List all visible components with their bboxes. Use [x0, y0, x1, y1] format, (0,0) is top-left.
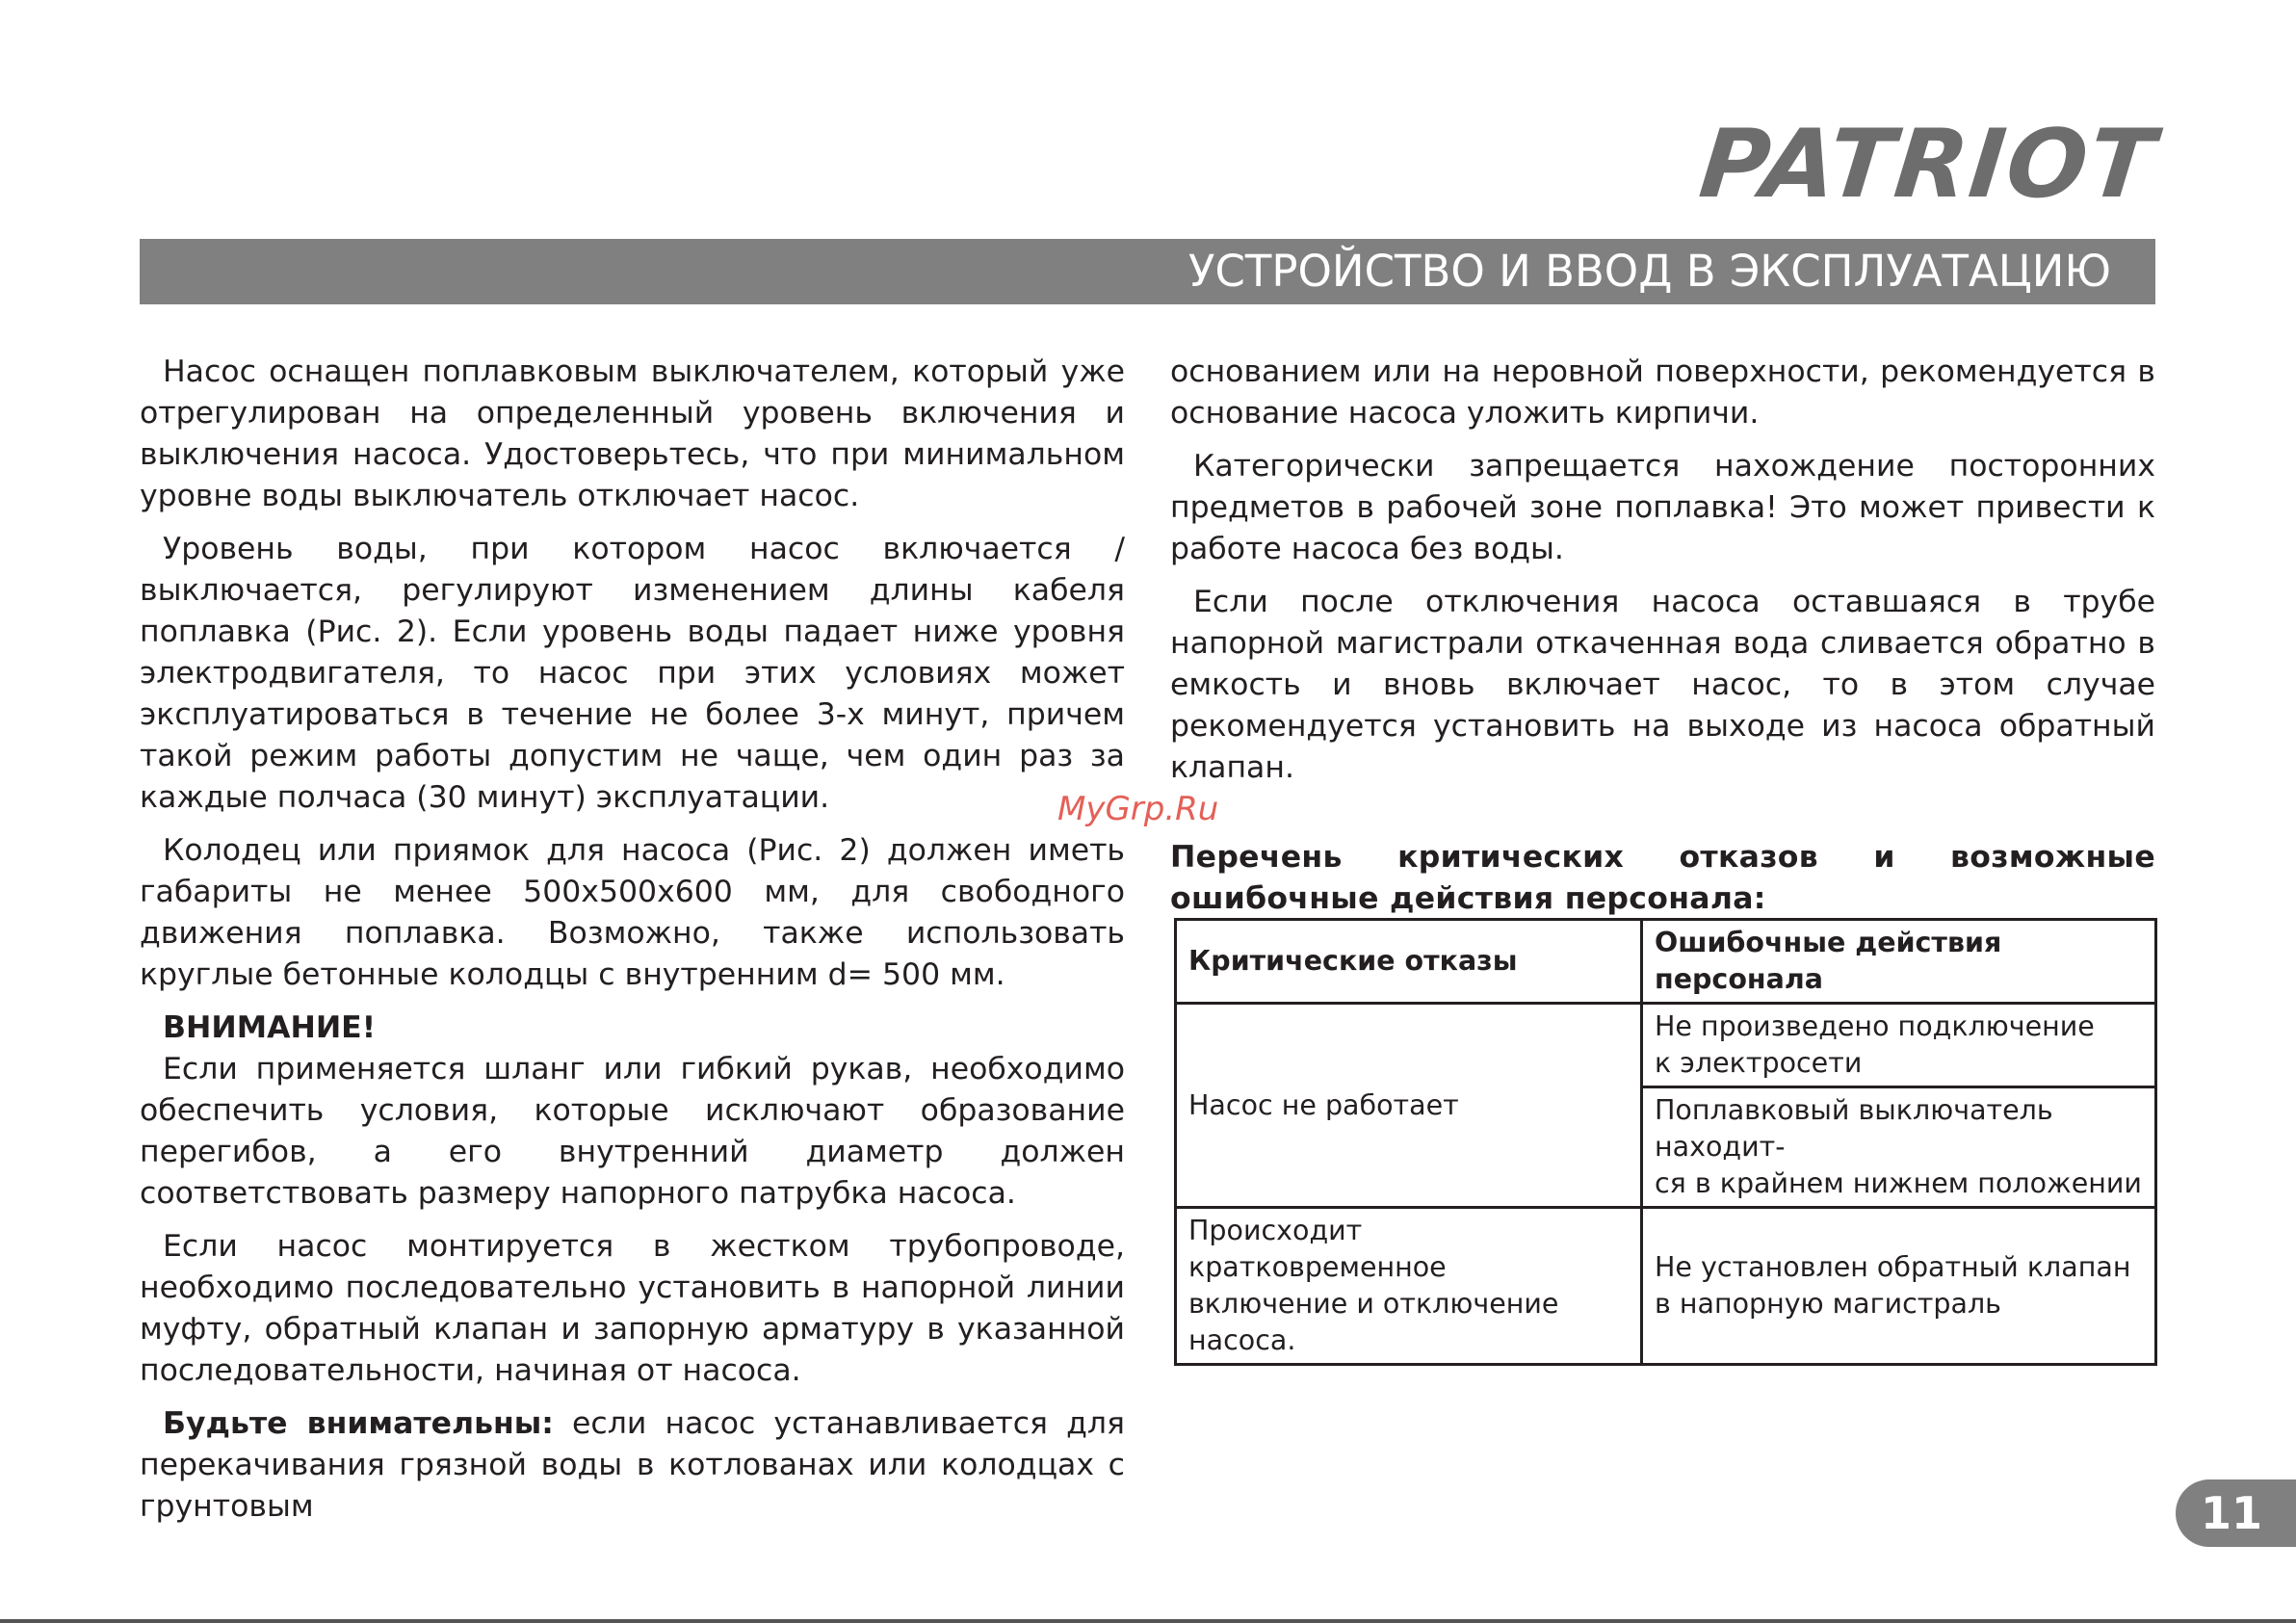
table-header-actions: Ошибочные действия персонала — [1642, 920, 2156, 1004]
be-careful-text: если насос устанавливается для перекачивания грязной воды в котлованах или колодцах с грунтовым — [140, 1406, 1125, 1524]
table-row — [1176, 1004, 2156, 1087]
left-column — [140, 352, 1125, 1539]
cell-line: Не произведено подключение — [1655, 1010, 2095, 1042]
table-cell-action — [1642, 1004, 2156, 1087]
cell-line: Происходит кратковременное — [1188, 1215, 1447, 1283]
table-header-failures: Критические отказы — [1176, 920, 1642, 1004]
table-cell-failure: Насос не работает — [1176, 1004, 1642, 1208]
cell-line: ся в крайнем нижнем положении — [1655, 1167, 2142, 1199]
failures-list-heading: Перечень критических отказов и возможные ошибочные действия персонала: — [1170, 840, 2155, 916]
brand-logo: PATRIOT — [1694, 110, 2161, 220]
paragraph-foreign-objects: Категорически запрещается нахождение посторонних предметов в рабочей зоне поплавка! Это может привести к работе насоса без воды. — [1170, 449, 2155, 566]
section-header-bar — [140, 239, 2155, 304]
table-cell-action — [1642, 1208, 2156, 1365]
cell-line: к электросети — [1655, 1047, 1863, 1079]
page-number-badge — [2176, 1479, 2296, 1547]
be-careful-lead: Будьте внимательны: — [163, 1406, 554, 1441]
cell-line: включение и отключение насоса. — [1188, 1288, 1559, 1356]
right-column — [1170, 352, 2155, 931]
paragraph-rigid-pipe: Если насос монтируется в жестком трубопроводе, необходимо последовательно установить в напорной линии муфту, обратный клапан и запорную арматуру в указанной последовательности, начиная от насоса. — [140, 1229, 1125, 1388]
cell-line: Не установлен обратный клапан — [1655, 1251, 2131, 1283]
paragraph-bricks: основанием или на неровной поверхности, рекомендуется в основание насоса уложить кирпичи. — [1170, 354, 2155, 431]
cell-line: Поплавковый выключатель находит- — [1655, 1094, 2053, 1163]
paragraph-water-level: Уровень воды, при котором насос включается / выключается, регулируют изменением длины кабеля поплавка (Рис. 2). Если уровень воды падает ниже уровня электродвигателя, то насос при этих условиях может эксплуатироваться в течение не более 3-х минут, причем такой режим работы допустим не чаще, чем один раз за каждые полчаса (30 минут) эксплуатации. — [140, 532, 1125, 815]
page-number: 11 — [2201, 1487, 2263, 1539]
paragraph-check-valve: Если после отключения насоса оставшаяся в трубе напорной магистрали откаченная вода сливается обратно в емкость и вновь включает насос, то в этом случае рекомендуется установить на выходе из насоса обратный клапан. — [1170, 585, 2155, 785]
section-title: УСТРОЙСТВО И ВВОД В ЭКСПЛУАТАЦИЮ — [1188, 246, 2111, 297]
critical-failures-table — [1174, 918, 2157, 1366]
watermark: MyGrp.Ru — [1057, 790, 1219, 828]
paragraph-hose: Если применяется шланг или гибкий рукав, необходимо обеспечить условия, которые исключают образование перегибов, а его внутренний диаметр должен соответствовать размеру напорного патрубка насоса. — [140, 1052, 1125, 1211]
table-header-row — [1176, 920, 2156, 1004]
table-row — [1176, 1208, 2156, 1365]
attention-heading: ВНИМАНИЕ! — [163, 1010, 377, 1045]
paragraph-be-careful — [140, 1403, 1125, 1528]
table-cell-action — [1642, 1087, 2156, 1208]
cell-line: в напорную магистраль — [1655, 1288, 2001, 1320]
bottom-rule — [0, 1619, 2296, 1623]
paragraph-float-switch: Насос оснащен поплавковым выключателем, который уже отрегулирован на определенный уровень включения и выключения насоса. Удостоверьтесь, что при минимальном уровне воды выключатель отключает насос. — [140, 354, 1125, 513]
table-cell-failure — [1176, 1208, 1642, 1365]
paragraph-well-size: Колодец или приямок для насоса (Рис. 2) должен иметь габариты не менее 500х500х600 мм, для свободного движения поплавка. Возможно, также использовать круглые бетонные колодцы с внутренним d= 500 мм. — [140, 833, 1125, 992]
